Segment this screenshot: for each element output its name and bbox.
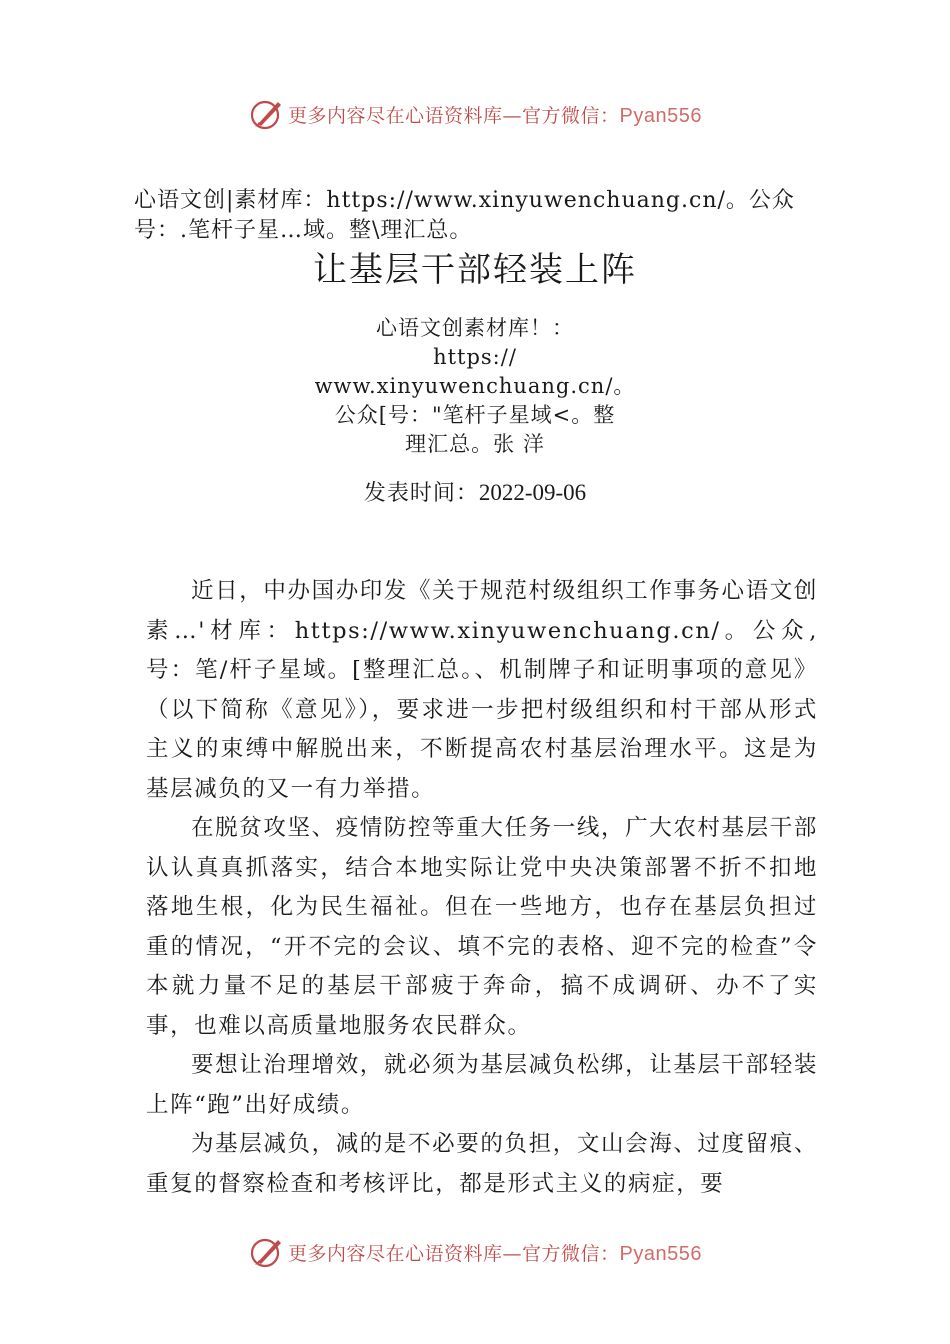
paragraph: 为基层减负，减的是不必要的负担，文山会海、过度留痕、重复的督察检查和考核评比，都是形式主义的病症，要 xyxy=(146,1131,818,1197)
wechat-handle: Pyan556 xyxy=(619,1242,702,1265)
date-label: 发表时间： xyxy=(363,481,479,506)
byline-line: 公众[号："笔杆子星域<。整 xyxy=(334,403,616,427)
publish-date xyxy=(0,478,950,509)
quill-logo-icon xyxy=(248,96,284,132)
byline-line: 心语文创素材库！： xyxy=(376,316,574,340)
byline xyxy=(300,314,650,459)
wechat-handle: Pyan556 xyxy=(619,104,702,127)
paragraph: 在脱贫攻坚、疫情防控等重大任务一线，广大农村基层干部认认真真抓落实，结合本地实际让党中央决策部署不折不扣地落地生根，化为民生福祉。但在一些地方，也存在基层负担过重的情况，“开不完的会议、填不完的表格、迎不完的检查”令本就力量不足的基层干部疲于奔命，搞不成调研、办不了实事，也难以高质量地服务农民群众。 xyxy=(146,815,818,1039)
source-note: 心语文创|素材库：https://www.xinyuwenchuang.cn/。公众号：.笔杆子星…域。整\理汇总。 xyxy=(134,188,795,243)
quill-logo-icon xyxy=(248,1234,284,1270)
banner-text: 更多内容尽在心语资料库—官方微信：Pyan556 xyxy=(288,1242,702,1265)
paragraph: 要想让治理增效，就必须为基层减负松绑，让基层干部轻装上阵“跑”出好成绩。 xyxy=(146,1052,818,1118)
byline-line: https:// xyxy=(433,345,517,369)
byline-line: 理汇总。张 洋 xyxy=(405,432,545,456)
article-title: 让基层干部轻装上阵 xyxy=(313,250,637,290)
article-body xyxy=(146,572,818,1204)
byline-line: www.xinyuwenchuang.cn/。 xyxy=(314,374,636,398)
date-value: 2022-09-06 xyxy=(478,480,587,505)
banner-text: 更多内容尽在心语资料库—官方微信：Pyan556 xyxy=(288,104,702,127)
paragraph: 近日，中办国办印发《关于规范村级组织工作事务心语文创素…'材库：https://www.xinyuwenchuang.cn/。公众,号：笔/杆子星域。[整理汇总。、机制牌子和证明事项的意见》（以下简称《意见》），要求进一步把村级组织和村干部从形式主义的束缚中解脱出来，不断提高农村基层治理水平。这是为基层减负的又一有力举措。 xyxy=(146,578,818,802)
footer-banner xyxy=(0,1232,950,1272)
header-banner xyxy=(0,94,950,134)
